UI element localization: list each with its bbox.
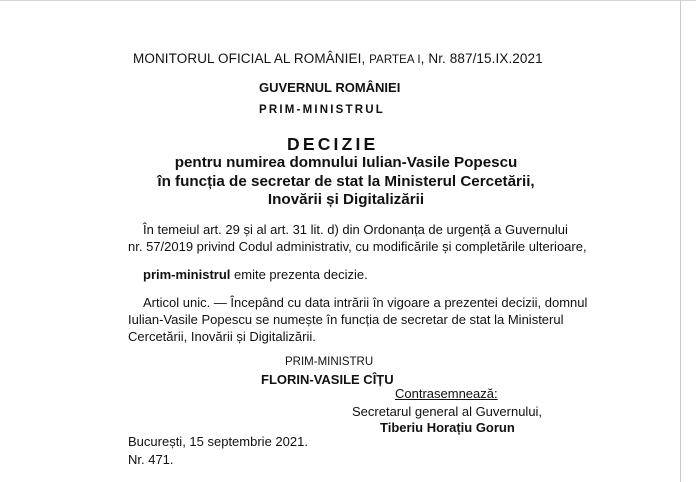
title-line-1: pentru numirea domnului Iulian-Vasile Popescu — [174, 154, 518, 171]
secretary-general-title: Secretarul general al Guvernului, — [352, 404, 543, 419]
countersign-label: Contrasemnează: — [395, 386, 498, 401]
top-border — [0, 0, 696, 1]
gazette-issue: , Nr. 887/15.IX.2021 — [420, 51, 543, 66]
gazette-name: MONITORUL OFICIAL AL ROMÂNIEI, — [133, 51, 370, 66]
gazette-part: PARTEA I — [369, 54, 421, 66]
issuer-bold: prim-ministrul — [143, 267, 231, 282]
government-heading: GUVERNUL ROMÂNIEI — [259, 80, 401, 95]
secretary-general-name: Tiberiu Horațiu Gorun — [380, 420, 515, 435]
article-line-2: Iulian-Vasile Popescu se numește în funcția de secretar de stat la Ministerul — [128, 312, 564, 327]
decision-number: Nr. 471. — [128, 452, 174, 467]
issuance-rest: emite prezenta decizie. — [230, 267, 368, 282]
legal-basis-line-2: nr. 57/2019 privind Codul administrativ, cu modificările și completările ulterioare, — [128, 239, 587, 254]
document-type-heading: DECIZIE — [287, 134, 379, 154]
title-line-3: Inovării și Digitalizării — [267, 191, 425, 208]
pm-signature-name: FLORIN-VASILE CÎȚU — [261, 372, 394, 387]
place-date: București, 15 septembrie 2021. — [128, 434, 308, 449]
issuance-statement — [143, 267, 368, 282]
article-line-3: Cercetării, Inovării și Digitalizării. — [128, 329, 316, 344]
pm-signature-title: PRIM-MINISTRU — [285, 356, 374, 368]
right-border — [680, 0, 681, 482]
gazette-header — [133, 51, 543, 66]
legal-basis-line-1: În temeiul art. 29 și al art. 31 lit. d) din Ordonanța de urgență a Guvernului — [143, 222, 568, 237]
office-heading: PRIM-MINISTRUL — [259, 104, 385, 116]
article-line-1: Articol unic. — Începând cu data intrării în vigoare a prezentei decizii, domnul — [143, 295, 588, 310]
title-line-2: în funcția de secretar de stat la Ministerul Cercetării, — [157, 173, 535, 190]
